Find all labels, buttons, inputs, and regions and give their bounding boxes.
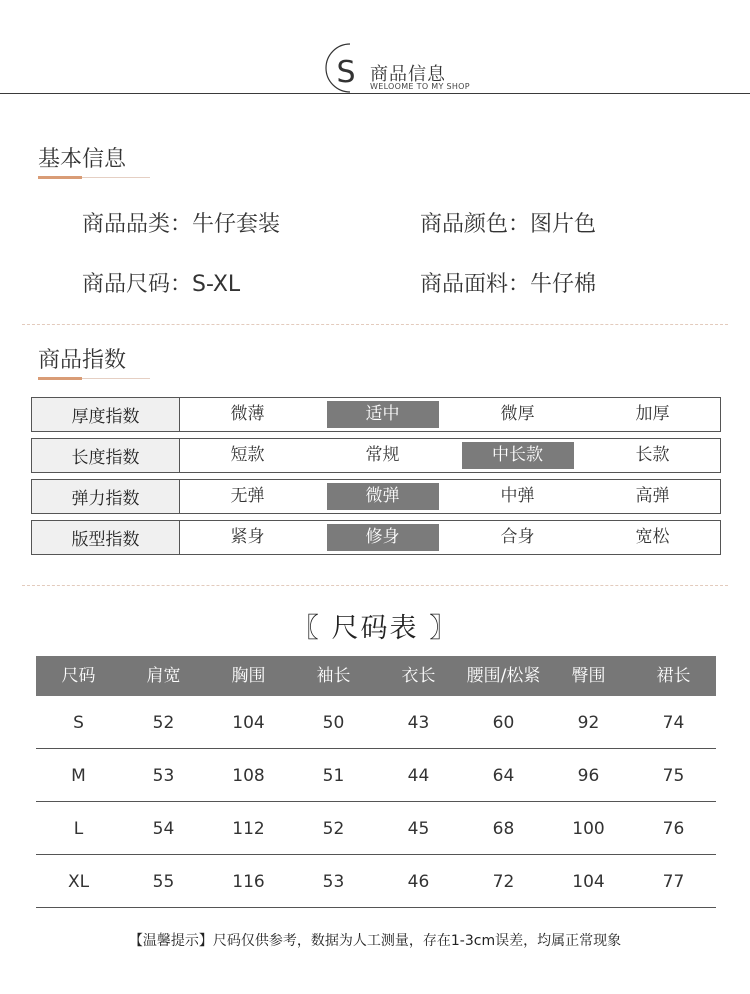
size-header-cell: 袖长 [316,666,351,686]
index-row-label: 版型指数 [32,521,180,554]
table-row [36,697,716,749]
size-cell: 60 [492,713,515,733]
table-row [36,856,716,908]
index-row-label: 弹力指数 [32,480,180,513]
size-cell: 100 [572,819,605,839]
size-header-cell: 胸围 [231,666,266,686]
size-header-cell: 尺码 [61,666,96,686]
size-cell: 51 [322,766,345,786]
index-option: 中弹 [500,486,535,506]
size-header-cell: 肩宽 [146,666,181,686]
size-cell: L [73,819,84,839]
index-option: 高弹 [635,486,670,506]
index-row-fit [31,520,721,555]
size-cell: 64 [492,766,515,786]
size-cell: 50 [322,713,345,733]
size-chart-title: 〖 尺码表 〗 [291,613,459,644]
index-option-selected: 中长款 [450,439,585,472]
section-divider [22,585,728,586]
size-cell: 52 [152,713,175,733]
size-cell: 74 [662,713,685,733]
info-size [82,267,240,298]
size-cell: 104 [232,713,265,733]
table-row [36,803,716,855]
header-title: 商品信息 [370,64,446,85]
logo-letter: S [336,55,356,90]
index-accent [38,377,82,380]
info-label: 商品品类： [82,212,193,237]
size-header-cell: 裙长 [656,666,691,686]
size-cell: 46 [407,872,430,892]
index-option: 宽松 [635,527,670,547]
index-option: 加厚 [635,404,670,424]
size-cell: 68 [492,819,515,839]
index-option: 微厚 [500,404,535,424]
size-cell: 44 [407,766,430,786]
index-row-label: 长度指数 [32,439,180,472]
size-cell: 52 [322,819,345,839]
index-option: 合身 [500,527,535,547]
info-color [420,207,596,238]
index-row-thickness [31,397,721,432]
index-option-selected: 微弹 [315,480,450,513]
section-divider [22,324,728,325]
basic-info-accent [38,176,82,179]
size-cell: M [71,766,86,786]
index-option: 微薄 [230,404,265,424]
index-option: 短款 [230,445,265,465]
size-table-header [36,656,716,696]
size-cell: 92 [577,713,600,733]
index-option: 紧身 [230,527,265,547]
index-row-label: 厚度指数 [32,398,180,431]
index-option: 常规 [365,445,400,465]
size-cell: 104 [572,872,605,892]
index-option-selected: 修身 [315,521,450,554]
info-value: 图片色 [530,212,597,237]
info-fabric [420,267,596,298]
size-cell: 53 [152,766,175,786]
index-option: 长款 [635,445,670,465]
size-header-cell: 臀围 [571,666,606,686]
size-cell: S [73,713,84,733]
table-row [36,750,716,802]
size-cell: 54 [152,819,175,839]
size-cell: XL [67,872,90,892]
info-label: 商品面料： [420,272,531,297]
size-header-cell: 衣长 [401,666,436,686]
info-value: S-XL [192,272,241,297]
index-option: 无弹 [230,486,265,506]
size-cell: 72 [492,872,515,892]
size-cell: 55 [152,872,175,892]
size-cell: 77 [662,872,685,892]
size-cell: 96 [577,766,600,786]
info-label: 商品尺码： [82,272,193,297]
info-value: 牛仔套装 [192,212,281,237]
size-cell: 108 [232,766,265,786]
header-subtitle: WELOOME TO MY SHOP [370,82,470,91]
size-cell: 45 [407,819,430,839]
info-category [82,207,280,238]
size-header-cell: 腰围/松紧 [466,666,541,686]
index-row-length [31,438,721,473]
info-value: 牛仔棉 [530,272,597,297]
size-cell: 75 [662,766,685,786]
size-cell: 43 [407,713,430,733]
index-option-selected: 适中 [315,398,450,431]
shop-logo-icon [316,40,376,96]
size-cell: 53 [322,872,345,892]
info-label: 商品颜色： [420,212,531,237]
basic-info-title: 基本信息 [38,147,127,172]
index-row-elasticity [31,479,721,514]
size-cell: 116 [232,872,265,892]
size-tip: 【温馨提示】尺码仅供参考，数据为人工测量，存在1-3cm误差，均属正常现象 [128,933,622,949]
size-cell: 112 [232,819,265,839]
index-title: 商品指数 [38,348,127,373]
size-cell: 76 [662,819,685,839]
